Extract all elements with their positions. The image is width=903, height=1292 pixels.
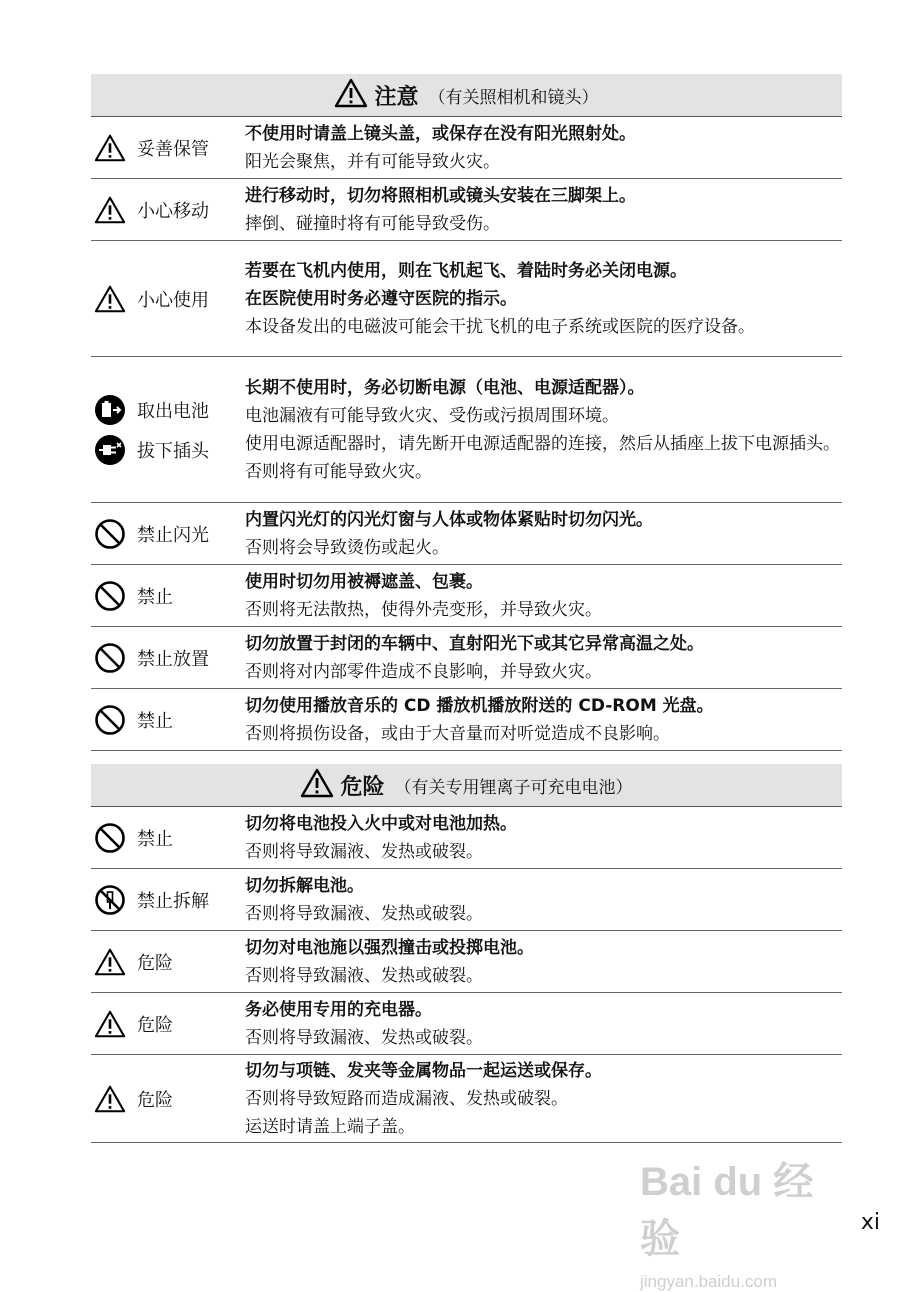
instruction-bold: 内置闪光灯的闪光灯窗与人体或物体紧贴时切勿闪光。: [245, 509, 653, 530]
instruction-text: 否则将损伤设备，或由于大音量而对听觉造成不良影响。: [245, 723, 670, 744]
label-text: 禁止拆解: [137, 890, 209, 912]
remove-battery-icon: [93, 393, 127, 427]
prohibited-icon: [93, 517, 127, 551]
row-text: [243, 993, 842, 1054]
row-label: [91, 689, 243, 750]
label-text: 妥善保管: [137, 138, 209, 160]
row-label: [91, 869, 243, 930]
warning-icon: [93, 945, 127, 979]
danger-section: [91, 764, 842, 1143]
warning-icon: [300, 768, 334, 802]
label-item: [93, 430, 243, 470]
table-row: [91, 565, 842, 627]
row-label: [91, 565, 243, 626]
instruction-text: 电池漏液有可能导致火灾、受伤或污损周围环境。: [245, 405, 619, 426]
instruction-bold: 切勿对电池施以强烈撞击或投掷电池。: [245, 937, 534, 958]
label-text: 禁止放置: [137, 648, 209, 670]
section-title: 注意: [374, 84, 419, 110]
table-row: [91, 689, 842, 751]
label-item: [93, 128, 243, 168]
instruction-text: 本设备发出的电磁波可能会干扰飞机的电子系统或医院的医疗设备。: [245, 316, 755, 337]
warning-icon: [93, 1082, 127, 1116]
caution-section: [91, 74, 842, 751]
prohibited-icon: [93, 579, 127, 613]
table-row: [91, 931, 842, 993]
watermark-url: jingyan.baidu.com: [640, 1272, 778, 1291]
row-label: [91, 241, 243, 356]
table-row: [91, 357, 842, 503]
row-label: [91, 1055, 243, 1142]
table-row: [91, 807, 842, 869]
instruction-text: 否则将导致漏液、发热或破裂。: [245, 903, 483, 924]
row-text: [243, 179, 842, 240]
row-text: [243, 627, 842, 688]
label-text: 取出电池: [137, 400, 209, 422]
label-text: 禁止: [137, 828, 173, 850]
row-label: [91, 807, 243, 868]
label-item: [93, 1079, 243, 1119]
table-row: [91, 179, 842, 241]
label-text: 拔下插头: [137, 440, 209, 462]
label-text: 小心移动: [137, 200, 209, 222]
instruction-text: 否则将对内部零件造成不良影响，并导致火灾。: [245, 661, 602, 682]
instruction-bold: 使用时切勿用被褥遮盖、包裹。: [245, 571, 483, 592]
label-text: 禁止: [137, 710, 173, 732]
label-item: [93, 638, 243, 678]
table-row: [91, 117, 842, 179]
instruction-bold: 切勿将电池投入火中或对电池加热。: [245, 813, 517, 834]
instruction-bold: 务必使用专用的充电器。: [245, 999, 432, 1020]
row-text: [243, 565, 842, 626]
label-item: [93, 818, 243, 858]
caution-rows: [91, 117, 842, 751]
row-text: [243, 503, 842, 564]
label-text: 危险: [137, 952, 173, 974]
row-text: [243, 869, 842, 930]
caution-header: [91, 74, 842, 117]
instruction-bold: 切勿与项链、发夹等金属物品一起运送或保存。: [245, 1060, 602, 1081]
instruction-bold: 长期不使用时，务必切断电源（电池、电源适配器）。: [245, 377, 645, 398]
no-disassembly-icon: [93, 883, 127, 917]
instruction-text: 使用电源适配器时，请先断开电源适配器的连接，然后从插座上拔下电源插头。: [245, 433, 840, 454]
row-text: [243, 689, 842, 750]
row-text: [243, 117, 842, 178]
warning-icon: [93, 131, 127, 165]
instruction-bold: 切勿使用播放音乐的 CD 播放机播放附送的 CD-ROM 光盘。: [245, 695, 714, 716]
section-subtitle: （有关照相机和镜头）: [428, 87, 599, 108]
label-item: [93, 942, 243, 982]
row-label: [91, 179, 243, 240]
instruction-text: 摔倒、碰撞时将有可能导致受伤。: [245, 213, 500, 234]
instruction-text: 否则将无法散热，使得外壳变形，并导致火灾。: [245, 599, 602, 620]
instruction-text: 否则将导致短路而造成漏液、发热或破裂。: [245, 1088, 568, 1109]
prohibited-icon: [93, 821, 127, 855]
unplug-icon: [93, 433, 127, 467]
label-item: [93, 514, 243, 554]
label-item: [93, 576, 243, 616]
label-text: 禁止闪光: [137, 524, 209, 546]
danger-rows: [91, 807, 842, 1143]
label-text: 危险: [137, 1089, 173, 1111]
label-item: [93, 190, 243, 230]
label-item: [93, 880, 243, 920]
row-label: [91, 993, 243, 1054]
instruction-bold: 切勿放置于封闭的车辆中、直射阳光下或其它异常高温之处。: [245, 633, 704, 654]
instruction-bold: 不使用时请盖上镜头盖，或保存在没有阳光照射处。: [245, 123, 636, 144]
instruction-bold: 切勿拆解电池。: [245, 875, 364, 896]
row-text: [243, 1055, 842, 1142]
row-label: [91, 627, 243, 688]
table-row: [91, 627, 842, 689]
row-label: [91, 117, 243, 178]
table-row: [91, 869, 842, 931]
instruction-text: 否则将导致漏液、发热或破裂。: [245, 1027, 483, 1048]
watermark: [640, 1150, 850, 1291]
instruction-bold: 进行移动时，切勿将照相机或镜头安装在三脚架上。: [245, 185, 636, 206]
table-row: [91, 1055, 842, 1143]
row-text: [243, 241, 842, 356]
label-text: 禁止: [137, 586, 173, 608]
row-text: [243, 357, 842, 502]
row-text: [243, 931, 842, 992]
table-row: [91, 241, 842, 357]
label-item: [93, 700, 243, 740]
instruction-bold: 在医院使用时务必遵守医院的指示。: [245, 288, 517, 309]
section-title: 危险: [340, 774, 385, 800]
label-text: 危险: [137, 1014, 173, 1036]
row-label: [91, 503, 243, 564]
row-label: [91, 357, 243, 502]
section-subtitle: （有关专用锂离子可充电电池）: [394, 777, 633, 798]
instruction-text: 运送时请盖上端子盖。: [245, 1116, 415, 1137]
label-text: 小心使用: [137, 289, 209, 311]
instruction-text: 否则将导致漏液、发热或破裂。: [245, 965, 483, 986]
label-item: [93, 279, 243, 319]
instruction-text: 否则将会导致烫伤或起火。: [245, 537, 449, 558]
page-number: xi: [860, 1210, 880, 1235]
prohibited-icon: [93, 703, 127, 737]
watermark-logo: Bai du 经验: [640, 1160, 814, 1261]
prohibited-icon: [93, 641, 127, 675]
table-row: [91, 503, 842, 565]
instruction-bold: 若要在飞机内使用，则在飞机起飞、着陆时务必关闭电源。: [245, 260, 687, 281]
instruction-text: 阳光会聚焦，并有可能导致火灾。: [245, 151, 500, 172]
danger-header: [91, 764, 842, 807]
warning-icon: [93, 1007, 127, 1041]
row-label: [91, 931, 243, 992]
warning-icon: [93, 193, 127, 227]
label-item: [93, 1004, 243, 1044]
label-item: [93, 390, 243, 430]
warning-icon: [334, 78, 368, 112]
warning-icon: [93, 282, 127, 316]
table-row: [91, 993, 842, 1055]
row-text: [243, 807, 842, 868]
instruction-text: 否则将有可能导致火灾。: [245, 461, 432, 482]
instruction-text: 否则将导致漏液、发热或破裂。: [245, 841, 483, 862]
